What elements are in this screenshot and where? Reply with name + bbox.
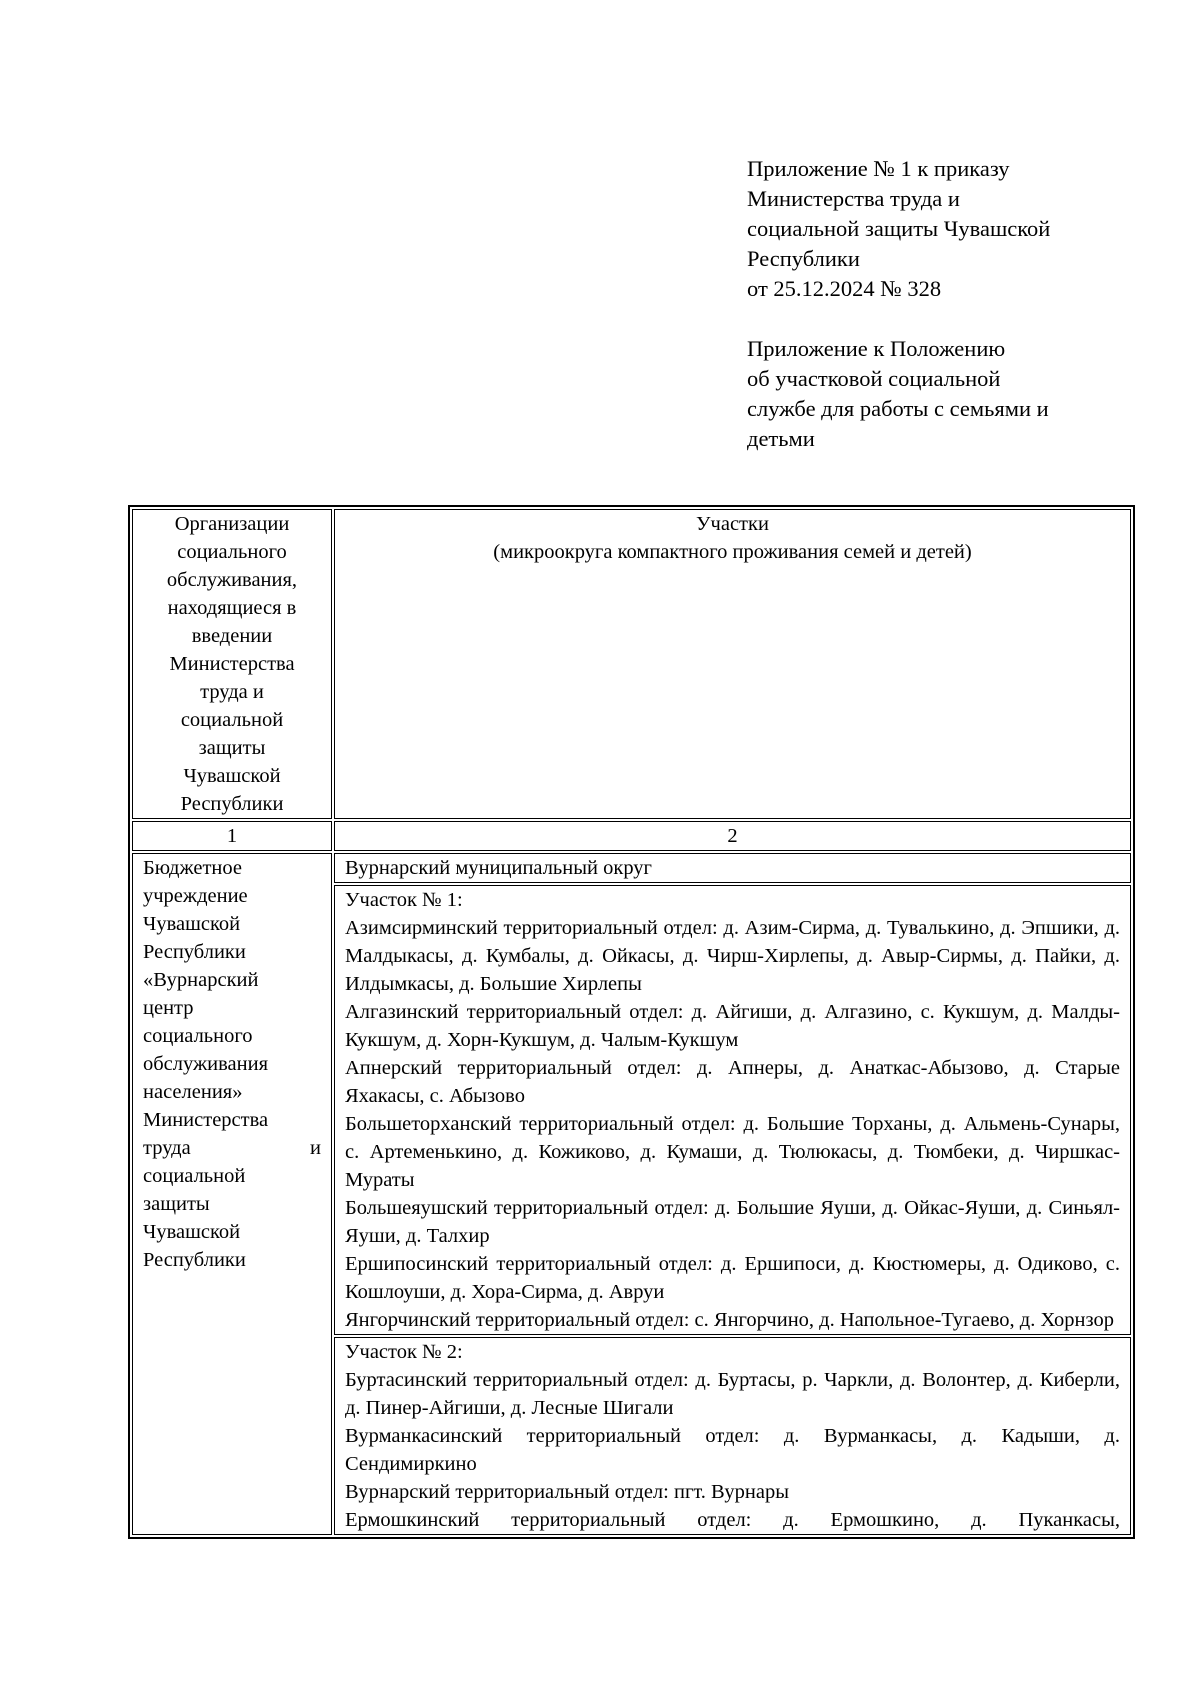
section-2-entry: Вурманкасинский территориальный отдел: д. Вурманкасы, д. Кадыши, д. Сендимиркино (345, 1425, 1120, 1475)
section-1-title: Участок № 1: (345, 889, 463, 911)
organization-line: Чувашской (143, 913, 241, 935)
section-2-cell (334, 1337, 1131, 1535)
organization-spread-line (143, 1134, 321, 1162)
header-col1-line: введении (191, 625, 273, 647)
organization-line: Республики (143, 1249, 246, 1271)
organization-line: Чувашской (143, 1221, 241, 1243)
organization-cell (132, 853, 332, 1535)
section-1-entry: Янгорчинский территориальный отдел: с. Янгорчино, д. Напольное-Тугаево, д. Хорнзор (345, 1309, 1114, 1331)
appendix-1-line: от 25.12.2024 № 328 (747, 276, 942, 301)
header-col1-line: обслуживания, (166, 569, 298, 591)
header-col1-line: социальной (180, 709, 284, 731)
column-number-row (132, 821, 1131, 851)
appendix-2-line: об участковой социальной (747, 366, 1001, 391)
organization-word: и (310, 1137, 321, 1159)
districts-table (128, 505, 1135, 1539)
appendix-2-heading (747, 334, 1167, 454)
header-col1-line: Чувашской (183, 765, 281, 787)
section-1-entry: Ершипосинский территориальный отдел: д. Ершипоси, д. Кюстюмеры, д. Одиково, с. Кошлоуши, д. Хора-Сирма, д. Авруи (345, 1253, 1120, 1303)
organization-line: Министерства (143, 1109, 269, 1131)
appendix-2-line: Приложение к Положению (747, 336, 1006, 361)
column-number-1: 1 (132, 821, 332, 851)
section-2-entry: Вурнарский территориальный отдел: пгт. Вурнары (345, 1481, 790, 1503)
column-number-2: 2 (334, 821, 1131, 851)
organization-line: Бюджетное (143, 857, 242, 879)
organization-line: Республики (143, 941, 246, 963)
appendix-2-line: службе для работы с семьями и (747, 396, 1049, 421)
header-col1-line: защиты (198, 737, 266, 759)
appendix-1-line: Приложение № 1 к приказу (747, 156, 1010, 181)
section-1-cell (334, 885, 1131, 1335)
section-2-entry: Буртасинский территориальный отдел: д. Буртасы, р. Чаркли, д. Волонтер, д. Киберли, д. Пинер-Айгиши, д. Лесные Шигали (345, 1369, 1120, 1419)
header-col1-line: Республики (180, 793, 284, 815)
table-header-row (132, 509, 1131, 819)
section-1-entry: Большеторханский территориальный отдел: д. Большие Торханы, д. Альмень-Сунары, с. Артеменькино, д. Кожиково, д. Кумаши, д. Тюлюкасы, д. Тюмбеки, д. Чиршкас-Мураты (345, 1113, 1120, 1191)
organization-line: защиты (143, 1193, 210, 1215)
section-2-entry-cut: Ермошкинский территориальный отдел: д. Ермошкино, д. Пуканкасы, (345, 1509, 1120, 1531)
appendix-1-line: социальной защиты Чувашской (747, 216, 1051, 241)
header-col1-line: труда и (200, 681, 264, 703)
organization-line: социальной (143, 1165, 246, 1187)
appendix-2-line: детьми (747, 426, 815, 451)
appendix-1-line: Министерства труда и (747, 186, 960, 211)
header-col2-cell (334, 509, 1131, 819)
section-2-title: Участок № 2: (345, 1341, 463, 1363)
header-col1-line: находящиеся в (167, 597, 297, 619)
organization-line: обслуживания (143, 1053, 269, 1075)
appendix-1-line: Республики (747, 246, 860, 271)
section-1-entry: Алгазинский территориальный отдел: д. Айгиши, д. Алгазино, с. Кукшум, д. Малды-Кукшум, д. Хорн-Кукшум, д. Чалым-Кукшум (345, 1001, 1120, 1051)
section-1-entry: Апнерский территориальный отдел: д. Апнеры, д. Анаткас-Абызово, д. Старые Яхакасы, с. Абызово (345, 1057, 1120, 1107)
organization-line: «Вурнарский (143, 969, 259, 991)
header-col1-cell (132, 509, 332, 819)
organization-word: труда (143, 1137, 191, 1159)
header-col1-line: Организации (174, 513, 290, 535)
organization-line: социального (143, 1025, 253, 1047)
district-row (132, 853, 1131, 883)
organization-line: центр (143, 997, 194, 1019)
header-col2-subtitle: (микроокруга компактного проживания семей и детей) (493, 541, 972, 563)
header-col1-line: социального (177, 541, 287, 563)
header-col1-line: Министерства (169, 653, 295, 675)
district-name-cell: Вурнарский муниципальный округ (334, 853, 1131, 883)
appendix-1-heading (747, 154, 1167, 304)
section-1-entry: Азимсирминский территориальный отдел: д. Азим-Сирма, д. Тувалькино, д. Эпшики, д. Малдыкасы, д. Кумбалы, д. Ойкасы, д. Чирш-Хирлепы, д. Авыр-Сирмы, д. Пайки, д. Илдымкасы, д. Большие Хирлепы (345, 917, 1120, 995)
organization-line: населения» (143, 1081, 243, 1103)
section-1-entry: Большеяушский территориальный отдел: д. Большие Яуши, д. Ойкас-Яуши, д. Синьял-Яуши, д. Талхир (345, 1197, 1120, 1247)
organization-line: учреждение (143, 885, 248, 907)
header-col2-title: Участки (696, 513, 769, 535)
